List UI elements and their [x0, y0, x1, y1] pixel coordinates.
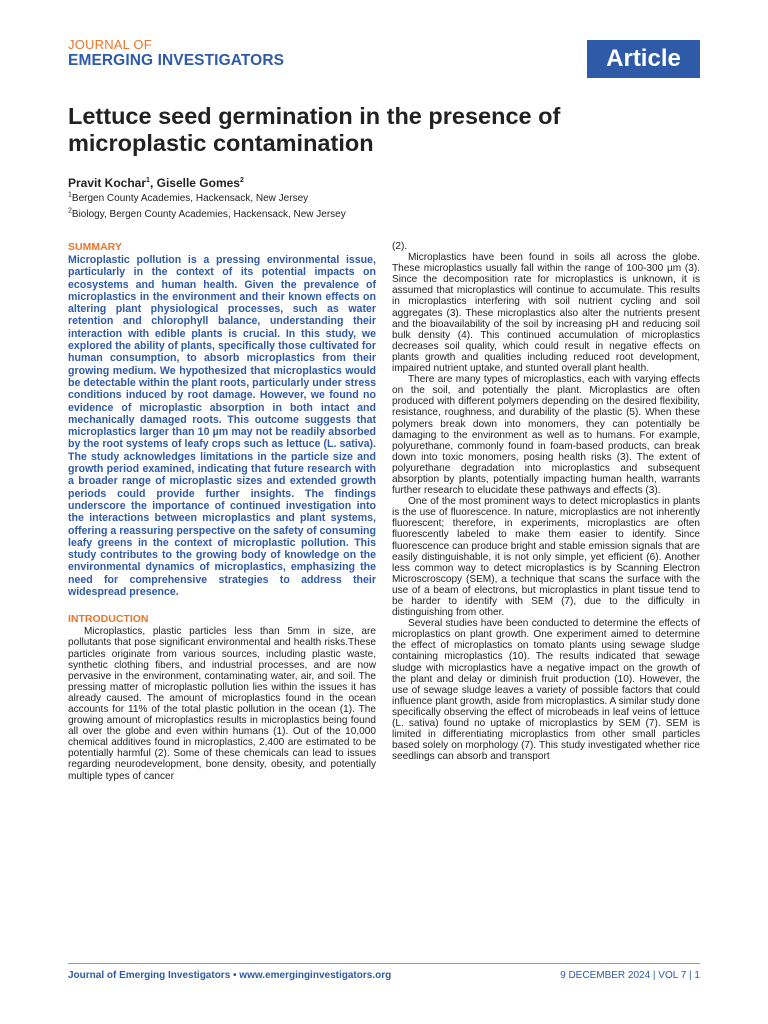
introduction-paragraph: Microplastics, plastic particles less than 5mm in size, are pollutants that pose significant environmental and health risks.These particles originate from various sources, including plastic waste, synthetic clothing fibers, and industrial processes, and are now pervasive in the environment, contaminating water, air, and soil. The pressing matter of microplastic pollution lies within the issues it has already caused. The amount of microplastics found in the ocean accounts for 11% of the total plastic pollution in the ocean (1). The growing amount of microplastics results in microplastics being found all over the globe and even within humans (1). Out of the 10,000 chemical additives found in microplastics, 2,400 are estimated to be potentially harmful (2). Some of these chemicals can lead to issues regarding neurodevelopment, bone density, obesity, and potentially multiple types of cancer [68, 626, 376, 782]
right-column [392, 241, 700, 762]
journal-logo-line2: EMERGING INVESTIGATORS [68, 52, 285, 69]
author-separator: , [149, 176, 157, 190]
summary-text: Microplastic pollution is a pressing environmental issue, particularly in the context of its potential impacts on ecosystems and human health. Given the prevalence of microplastics in the environment and their known effects on altering plant physiological processes, such as water retention and chlorophyll balance, understanding their interaction with edible plants is crucial. In this study, we explored the ability of plants, specifically those cultivated for human consumption, to absorb microplastics from their growing medium. We hypothesized that microplastics would be detectable within the plant roots, particularly under stress conditions induced by root damage. However, we found no evidence of microplastic absorption in both intact and mechanically damaged roots. This outcome suggests that microplastics larger than 10 µm may not be readily absorbed by the root systems of leafy crops such as lettuce (L. sativa). The study acknowledges limitations in the particle size and growth period examined, indicating that future research with a broader range of microplastic sizes and extended growth periods could provide further insights. The findings underscore the importance of continued investigation into the interactions between microplastics and plant systems, offering a reassuring perspective on the safety of consuming leafy greens in the context of microplastic pollution. This study contributes to the growing body of knowledge on the environmental dynamics of microplastics, emphasizing the need for comprehensive strategies to address their widespread presence. [68, 254, 376, 599]
journal-logo [68, 38, 284, 70]
author-affiliation-marker: 1 [146, 177, 150, 184]
body-paragraph: One of the most prominent ways to detect microplastics in plants is the use of fluorescence. In nature, microplastics are not inherently fluorescent; therefore, in experiments, microplastics are often fluorescently labeled to make them easier to identify. Since fluorescence can produce bright and stable emission signals that are easily distinguishable, it is not only simple, yet efficient (6). Another less common way to detect microplastics is by Scanning Electron Microscroscopy (SEM), a technique that scans the surface with the use of a beam of electrons, but microplastics in plant tissue tend to be harder to identify with SEM (7), due to the difficulty in distinguishing from other. [392, 496, 700, 619]
author-affiliation-marker: 2 [239, 177, 244, 184]
left-column [68, 241, 376, 782]
affiliation-marker: 2 [68, 207, 72, 215]
body-paragraph: There are many types of microplastics, each with varying effects on the soil, and potentially the plant. Microplastics are often produced with different polymers depending on the desired flexibility, resistance, roughness, and durability of the plastic (5). When these polymers break down into monomers, they can potentially be damaging to the environment as well as to humans. For example, polyurethane, commonly found in foam-based products, can break down into toxic monomers, posing health risks (3). The extent of polyurethane degradation into microplastics and subsequent absorption by plants, potentially impacting human health, warrants further research to elucidate these pathways and effects (3). [392, 374, 700, 497]
author-name: Pravit Kochar [68, 176, 147, 190]
author-list [68, 176, 244, 190]
affiliation-text: Bergen County Academies, Hackensack, New Jersey [71, 193, 309, 204]
footer-date-volume-page: 9 DECEMBER 2024 | VOL 7 | 1 [560, 970, 700, 981]
body-paragraph: (2). [392, 241, 408, 252]
journal-logo-line1: JOURNAL OF [68, 37, 152, 52]
footer-divider [68, 963, 700, 964]
affiliation-text: Biology, Bergen County Academies, Hackensack, New Jersey [71, 209, 346, 220]
affiliation [68, 193, 308, 204]
affiliation [68, 209, 346, 220]
body-paragraph: Microplastics have been found in soils all across the globe. These microplastics usually fall within the range of 100-300 µm (3). Since the decomposition rate for microplastics is unknown, it is assumed that microplastics will continue to accumulate. This results in microplastics interfering with soil nutrient cycling and soil aggregates (3). These microplastics also alter the nutrients present and the bioavailability of the soil by increasing pH and reducing soil bulk density (4). This continued accumulation of microplastics decreases soil quality, which could result in negative effects on plants growth and qualities including reduced root development, impaired nutrient uptake, and stunted overall plant health. [392, 252, 700, 375]
affiliation-marker: 1 [68, 191, 72, 199]
summary-heading: SUMMARY [68, 241, 122, 253]
author-name: Giselle Gomes [156, 176, 240, 190]
introduction-heading: INTRODUCTION [68, 613, 149, 626]
footer-journal-info: Journal of Emerging Investigators • www.emerginginvestigators.org [68, 970, 392, 981]
paper-title: Lettuce seed germination in the presence of microplastic contamination [68, 103, 561, 156]
article-type-badge: Article [587, 40, 700, 78]
body-paragraph: Several studies have been conducted to determine the effects of microplastics on plant growth. One experiment aimed to determine the effect of microplastics on tomato plants using sewage sludge containing microplastics (10). The results indicated that sewage sludge with microplastics have a negative impact on the growth of the plant and delay or diminish fruit production (10). However, the use of sewage sludge leaves a variety of possible factors that could influence plant growth, aside from microplastics. A similar study done specifically observing the effect of microbeads in leaf veins of lettuce (L. sativa) found no uptake of microplastics by SEM (7). SEM is limited in differentiating microplastics from other small particles based solely on morphology (7). This study investigated whether rice seedlings can absorb and transport [392, 618, 700, 763]
